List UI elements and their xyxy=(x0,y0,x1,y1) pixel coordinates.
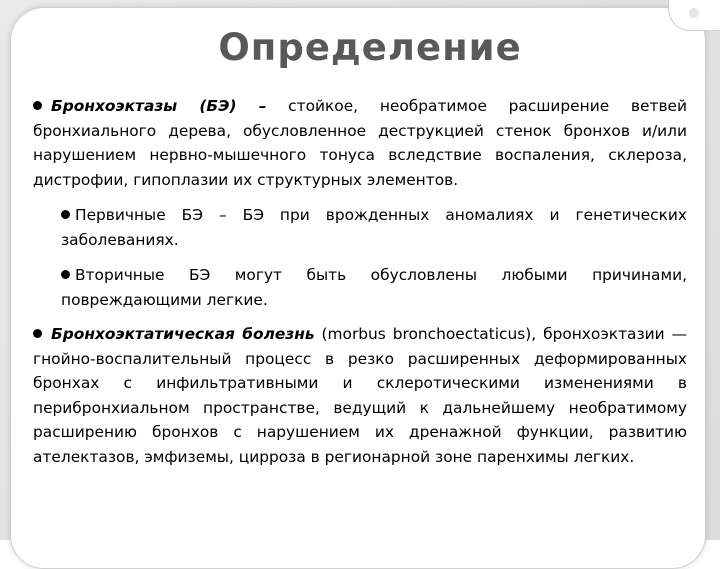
corner-dot xyxy=(689,8,699,18)
subitem-secondary xyxy=(61,263,687,312)
definition-bronchiectasis xyxy=(33,94,687,192)
term-bronchiectasis: Бронхоэктазы (БЭ) – xyxy=(51,97,267,115)
definition-bronchiectatic-disease xyxy=(33,322,687,469)
definition-text: (morbus bronchoectaticus), бронхоэктазии — гнойно-воспалительный процесс в резко расширенных деформированных бронхах с инфильтративными и склеротическими изменениями в перибронхиальном пространстве, ведущий к дальнейшему необратимому расширению бронхов с нарушением их дренажной функции, развитию ателектазов, эмфиземы, цирроза в регионарной зоне паренхимы легких. xyxy=(33,325,687,466)
slide-title: Определение xyxy=(218,26,522,69)
slide-content xyxy=(33,94,687,469)
bullet-icon xyxy=(61,270,70,279)
subitem-secondary-text: Вторичные БЭ могут быть обусловлены любыми причинами, повреждающими легкие. xyxy=(61,266,687,309)
subitem-primary-text: Первичные БЭ – БЭ при врожденных аномалиях и генетических заболеваниях. xyxy=(61,206,687,249)
bullet-icon xyxy=(33,329,42,338)
definition-text: стойкое, необратимое расширение ветвей бронхиального дерева, обусловленное деструкцией стенок бронхов и/или нарушением нервно-мышечного тонуса вследствие воспаления, склероза, дистрофии, гипоплазии их структурных элементов. xyxy=(33,97,687,189)
bullet-icon xyxy=(33,101,42,110)
term-bronchiectatic-disease: Бронхоэктатическая болезнь xyxy=(51,325,315,343)
subitem-primary xyxy=(61,203,687,252)
bullet-icon xyxy=(61,210,70,219)
